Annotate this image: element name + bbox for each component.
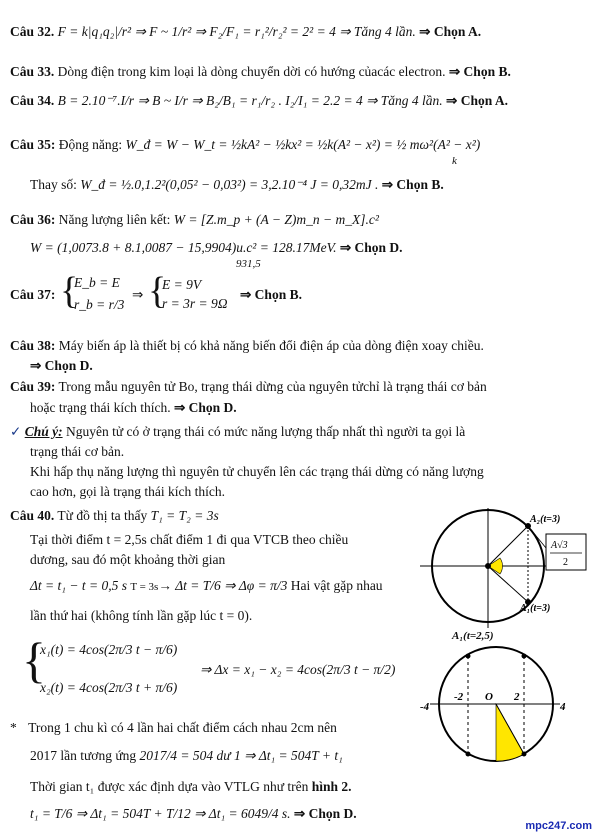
fig2-point-2 <box>522 654 527 659</box>
q40-dt-line: Δt = t₁ − t = 0,5 s T = 3s→ Δt = T/6 ⇒ Δφ = π/3 Hai vật gặp nhau <box>30 578 383 593</box>
q35-line <box>10 137 480 153</box>
q37-sys1b: r_b = r/3 <box>74 297 125 312</box>
q40-text3: Hai vật gặp nhau <box>290 578 383 593</box>
q39-answer: ⇒ Chọn D. <box>173 400 237 415</box>
fig2-label-m2: -2 <box>454 691 464 703</box>
fig2-point-1 <box>466 654 471 659</box>
q37-label-wrap <box>10 287 55 303</box>
q39-text2: hoặc trạng thái kích thích. <box>30 400 171 415</box>
fig1-label-a2: A₂(t=3) <box>530 514 561 525</box>
q36-under-value: 931,5 <box>236 258 261 270</box>
q37-sys1a: E_b = E <box>74 275 120 290</box>
q32-result: Tăng 4 lần. <box>353 24 416 39</box>
q34-line <box>10 93 508 109</box>
q38-answer: ⇒ Chọn D. <box>30 358 93 373</box>
q37-sys2b: r = 3r = 9Ω <box>162 296 228 311</box>
q37-brace-2: { <box>148 270 167 312</box>
q36-sub-line <box>30 240 403 256</box>
q35-under-k: k <box>452 155 457 167</box>
fig2-label-p2: 2 <box>514 691 520 703</box>
watermark: mpc247.com <box>525 820 592 832</box>
q36-answer: ⇒ Chọn D. <box>339 240 403 255</box>
fig2-point-4 <box>522 752 527 757</box>
q40-text7a: Thời gian t₁ được xác định dựa vào VTLG như trên <box>30 779 309 794</box>
q35-sub-text: Thay số: <box>30 177 77 192</box>
check-icon: ✓ <box>10 424 22 439</box>
q40-text5: Trong 1 chu kì có 4 lần hai chất điểm cách nhau 2cm nên <box>28 720 337 735</box>
q40-text0: Từ đồ thị ta thấy <box>57 508 148 523</box>
fig2-label-o: O <box>485 691 493 703</box>
q40-dt: Δt = t₁ − t = 0,5 s <box>30 578 127 593</box>
fig1-radius-a1 <box>488 566 528 602</box>
q40-text4: lần thứ hai (không tính lần gặp lúc t = 0). <box>30 608 253 623</box>
q40-text6a: 2017 lần tương ứng <box>30 748 137 763</box>
q32-line <box>10 24 481 40</box>
q40-dt2: Δt = T/6 ⇒ Δφ = π/3 <box>175 578 288 593</box>
fig1-radius-a2 <box>488 526 528 566</box>
fig2-label-m4: -4 <box>420 701 430 713</box>
q38-line <box>10 338 484 354</box>
q40-label: Câu 40. <box>10 508 55 523</box>
q38-text: Máy biến áp là thiết bị có khả năng biến đổi điện áp của dòng điện xoay chiều. <box>58 338 484 353</box>
q32-label: Câu 32. <box>10 24 55 39</box>
q40-x1: x₁(t) = 4cos(2π/3 t − π/6) <box>40 642 178 657</box>
note-text3: Khi hấp thụ năng lượng thì nguyên tử chuyển lên các trạng thái dừng có năng lượng <box>30 464 484 479</box>
q35-answer: ⇒ Chọn B. <box>381 177 444 192</box>
figure-2-circle <box>420 644 598 776</box>
q40-line0 <box>10 508 219 524</box>
q40-x2: x₂(t) = 4cos(2π/3 t + π/6) <box>40 680 178 695</box>
q40-text6b: 2017/4 = 504 dư 1 ⇒ Δt₁ = 504T + t₁ <box>139 748 343 763</box>
q40-final-line <box>30 806 357 822</box>
fig1-box-pointer <box>528 526 546 548</box>
q40-formula0: T₁ = T₂ = 3s <box>150 508 219 523</box>
q40-dx: ⇒ Δx = x₁ − x₂ = 4cos(2π/3 t − π/2) <box>200 662 396 677</box>
q38-label: Câu 38: <box>10 338 56 353</box>
note-text1: Nguyên tử có ở trạng thái có mức năng lượng thấp nhất thì người ta gọi là <box>65 424 466 439</box>
q39-text1: Trong mẫu nguyên tử Bo, trạng thái dừng của nguyên tửchỉ là trạng thái cơ bản <box>58 379 487 394</box>
note-line1 <box>10 424 465 440</box>
fig1-box-den: 2 <box>563 557 568 568</box>
fig1-label-a1: A₁(t=3) <box>520 603 551 614</box>
q39-line <box>10 379 487 395</box>
q40-text2: dương, sau đó một khoảng thời gian <box>30 552 226 567</box>
figure-1-circle <box>420 508 598 640</box>
q40-line6 <box>30 748 343 764</box>
q40-brace: { <box>22 632 46 688</box>
q40-line5 <box>10 720 337 736</box>
fig1-box-num: A√3 <box>551 540 568 551</box>
note-label: Chú ý: <box>24 424 63 439</box>
q35-formula: W_đ = W − W_t = ½kA² − ½kx² = ½k(A² − x²) = ½ mω²(A² − x²) <box>125 137 481 152</box>
q40-answer: ⇒ Chọn D. <box>293 806 357 821</box>
q34-formula: B = 2.10⁻⁷.I/r ⇒ B ~ I/r ⇒ B₂/B₁ = r₁/r₂ . I₂/I₁ = 2.2 = 4 ⇒ Tăng 4 lần. <box>57 93 443 108</box>
q39-label: Câu 39: <box>10 379 56 394</box>
q35-label: Câu 35: <box>10 137 56 152</box>
q36-formula: W = [Z.m_p + (A − Z)m_n − m_X].c² <box>173 212 379 227</box>
q40-text1: Tại thời điểm t = 2,5s chất điểm 1 đi qua VTCB theo chiều <box>30 532 349 547</box>
q34-answer: ⇒ Chọn A. <box>446 93 509 108</box>
q37-answer: ⇒ Chọn B. <box>240 287 302 302</box>
fig1-label-a1-t25: A₁(t=2,5) <box>452 630 494 642</box>
q39-line2 <box>30 400 237 416</box>
note-text2: trạng thái cơ bản. <box>30 444 125 459</box>
q35-text: Động năng: <box>58 137 123 152</box>
q40-arrow-label: T = 3s <box>130 581 159 593</box>
q33-text: Dòng điện trong kim loại là dòng chuyển dời có hướng củacác electron. <box>57 64 446 79</box>
q37-arrow: ⇒ <box>132 287 144 302</box>
q33-line <box>10 64 511 80</box>
q37-label: Câu 37: <box>10 287 56 302</box>
q36-sub-formula: W = (1,0073.8 + 8.1,0087 − 15,9904)u.c² = 128.17MeV. <box>30 240 337 255</box>
q37-sys2a: E = 9V <box>162 277 202 292</box>
q40-line7 <box>30 779 352 795</box>
q33-label: Câu 33. <box>10 64 55 79</box>
fig2-sector <box>496 704 524 761</box>
q40-text7b: hình 2. <box>311 779 352 794</box>
q36-line <box>10 212 379 228</box>
q35-sub-line <box>30 177 444 193</box>
q32-formula: F = k|q₁q₂|/r² ⇒ F ~ 1/r² ⇒ F₂/F₁ = r₁²/r₂² = 2² = 4 ⇒ <box>57 24 351 39</box>
note-text4: cao hơn, gọi là trạng thái kích thích. <box>30 484 225 499</box>
q40-final: t₁ = T/6 ⇒ Δt₁ = 504T + T/12 ⇒ Δt₁ = 6049/4 s. <box>30 806 291 821</box>
q33-answer: ⇒ Chọn B. <box>448 64 511 79</box>
q37-brace-1: { <box>60 270 79 312</box>
q40-star: * <box>10 720 17 735</box>
q34-label: Câu 34. <box>10 93 55 108</box>
q36-text: Năng lượng liên kết: <box>58 212 171 227</box>
fig2-point-3 <box>466 752 471 757</box>
q32-answer: ⇒ Chọn A. <box>419 24 482 39</box>
fig1-center <box>485 563 491 569</box>
q35-sub-formula: W_đ = ½.0,1.2²(0,05² − 0,03²) = 3,2.10⁻⁴ J = 0,32mJ . <box>80 177 379 192</box>
fig2-label-p4: 4 <box>560 701 566 713</box>
q36-label: Câu 36: <box>10 212 56 227</box>
